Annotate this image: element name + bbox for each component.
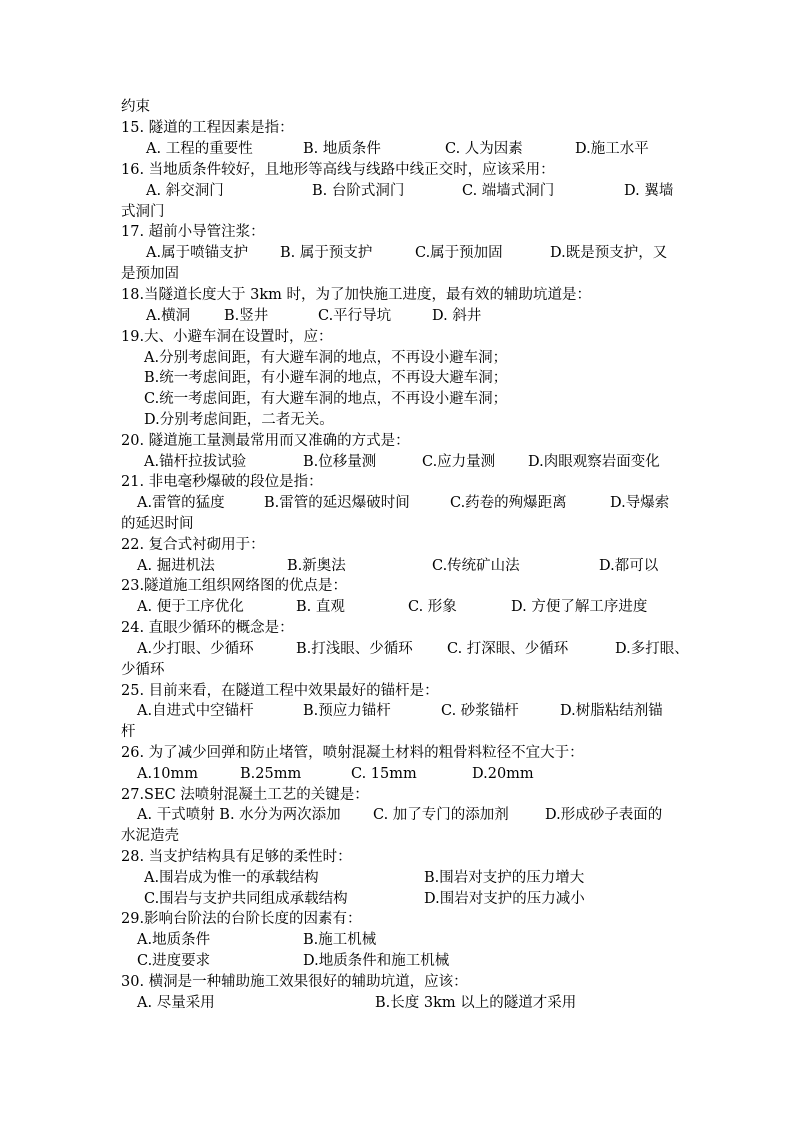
q23-option-c: C. 形象 xyxy=(408,599,457,615)
q25-continuation: 杆 xyxy=(121,724,136,740)
question-23-stem: 23.隧道施工组织网络图的优点是： xyxy=(121,578,348,594)
q15-option-b: B. 地质条件 xyxy=(303,141,381,157)
question-25-stem: 25. 目前来看，在隧道工程中效果最好的锚杆是： xyxy=(121,683,439,699)
q21-option-a: A.雷管的猛度 xyxy=(137,495,225,511)
q21-option-c: C.药卷的殉爆距离 xyxy=(450,495,567,511)
q30-option-b: B.长度 3km 以上的隧道才采用 xyxy=(375,995,577,1011)
question-18-stem: 18.当隧道长度大于 3km 时，为了加快施工进度，最有效的辅助坑道是： xyxy=(121,287,592,303)
q26-option-d: D.20mm xyxy=(472,766,534,782)
q22-option-b: B.新奥法 xyxy=(287,558,346,574)
question-19-stem: 19.大、小避车洞在设置时，应： xyxy=(121,329,333,345)
q23-option-d: D. 方便了解工序进度 xyxy=(511,599,648,615)
q24-option-b: B.打浅眼、少循环 xyxy=(296,641,413,657)
q17-option-b: B. 属于预支护 xyxy=(280,245,373,261)
q28-option-c: C.围岩与支护共同组成承载结构 xyxy=(144,891,348,907)
q19-option-d: D.分别考虑间距，二者无关。 xyxy=(144,412,334,428)
q18-option-d: D. 斜井 xyxy=(432,308,482,324)
q15-option-c: C. 人为因素 xyxy=(445,141,523,157)
q26-option-c: C. 15mm xyxy=(351,766,417,782)
q29-option-c: C.进度要求 xyxy=(137,953,211,969)
q15-option-d: D.施工水平 xyxy=(575,141,649,157)
q26-option-b: B.25mm xyxy=(240,766,302,782)
q28-option-a: A.围岩成为惟一的承载结构 xyxy=(144,870,319,886)
q27-option-d: D.形成砂子表面的 xyxy=(545,807,663,823)
q18-option-b: B.竖井 xyxy=(224,308,269,324)
q16-option-d: D. 翼墙 xyxy=(624,183,674,199)
question-28-stem: 28. 当支护结构具有足够的柔性时： xyxy=(121,849,352,865)
q16-option-c: C. 端墙式洞门 xyxy=(462,183,555,199)
q20-option-b: B.位移量测 xyxy=(303,454,377,470)
q18-option-c: C.平行导坑 xyxy=(318,308,392,324)
q23-option-a: A. 便于工序优化 xyxy=(137,599,244,615)
question-16-stem: 16. 当地质条件较好，且地形等高线与线路中线正交时，应该采用： xyxy=(121,162,555,178)
q25-option-c: C. 砂浆锚杆 xyxy=(441,703,519,719)
q25-option-b: B.预应力锚杆 xyxy=(303,703,391,719)
q16-continuation: 式洞门 xyxy=(121,204,165,220)
q15-option-a: A. 工程的重要性 xyxy=(146,141,253,157)
q29-option-a: A.地质条件 xyxy=(137,932,211,948)
q22-option-c: C.传统矿山法 xyxy=(432,558,520,574)
q27-continuation: 水泥造壳 xyxy=(121,828,179,844)
q22-option-a: A. 掘进机法 xyxy=(137,558,215,574)
question-20-stem: 20. 隧道施工量测最常用而又准确的方式是： xyxy=(121,433,410,449)
question-29-stem: 29.影响台阶法的台阶长度的因素有： xyxy=(121,911,362,927)
q19-option-a: A.分别考虑间距，有大避车洞的地点，不再设小避车洞； xyxy=(144,350,508,366)
question-24-stem: 24. 直眼少循环的概念是： xyxy=(121,620,294,636)
q28-option-d: D.围岩对支护的压力减小 xyxy=(424,891,585,907)
q26-option-a: A.10mm xyxy=(137,766,199,782)
q25-option-d: D.树脂粘结剂锚 xyxy=(560,703,663,719)
q20-option-a: A.锚杆拉拔试验 xyxy=(144,454,247,470)
q22-option-d: D.都可以 xyxy=(599,558,659,574)
q21-option-d: D.导爆索 xyxy=(610,495,670,511)
q28-option-b: B.围岩对支护的压力增大 xyxy=(424,870,585,886)
q16-option-b: B. 台阶式洞门 xyxy=(312,183,405,199)
q27-option-c: C. 加了专门的添加剂 xyxy=(373,807,509,823)
q19-option-c: C.统一考虑间距，有大避车洞的地点，不再设小避车洞； xyxy=(144,391,508,407)
q20-option-d: D.肉眼观察岩面变化 xyxy=(528,454,660,470)
q16-option-a: A. 斜交洞门 xyxy=(146,183,224,199)
question-15-stem: 15. 隧道的工程因素是指： xyxy=(121,120,294,136)
top-fragment: 约束 xyxy=(121,99,150,115)
q24-option-a: A.少打眼、少循环 xyxy=(137,641,254,657)
q17-option-a: A.属于喷锚支护 xyxy=(146,245,249,261)
q29-option-b: B.施工机械 xyxy=(303,932,377,948)
question-21-stem: 21. 非电毫秒爆破的段位是指： xyxy=(121,474,323,490)
q20-option-c: C.应力量测 xyxy=(422,454,496,470)
q21-continuation: 的延迟时间 xyxy=(121,516,194,532)
question-27-stem: 27.SEC 法喷射混凝土工艺的关键是： xyxy=(121,787,369,803)
q27-option-a-b: A. 干式喷射 B. 水分为两次添加 xyxy=(137,807,341,823)
question-22-stem: 22. 复合式衬砌用于： xyxy=(121,537,265,553)
q17-option-d: D.既是预支护，又 xyxy=(550,245,668,261)
q17-option-c: C.属于预加固 xyxy=(415,245,503,261)
q24-continuation: 少循环 xyxy=(121,662,165,678)
q29-option-d: D.地质条件和施工机械 xyxy=(303,953,450,969)
question-30-stem: 30. 横洞是一种辅助施工效果很好的辅助坑道，应该： xyxy=(121,974,468,990)
q21-option-b: B.雷管的延迟爆破时间 xyxy=(264,495,410,511)
q17-continuation: 是预加固 xyxy=(121,266,179,282)
q24-option-c: C. 打深眼、少循环 xyxy=(447,641,569,657)
q18-option-a: A.横洞 xyxy=(146,308,191,324)
question-26-stem: 26. 为了减少回弹和防止堵管，喷射混凝土材料的粗骨料粒径不宜大于： xyxy=(121,745,584,761)
q23-option-b: B. 直观 xyxy=(296,599,345,615)
q30-option-a: A. 尽量采用 xyxy=(137,995,215,1011)
q19-option-b: B.统一考虑间距，有小避车洞的地点，不再设大避车洞； xyxy=(144,370,508,386)
q24-option-d: D.多打眼、 xyxy=(615,641,689,657)
q25-option-a: A.自进式中空锚杆 xyxy=(137,703,254,719)
question-17-stem: 17. 超前小导管注浆： xyxy=(121,224,265,240)
